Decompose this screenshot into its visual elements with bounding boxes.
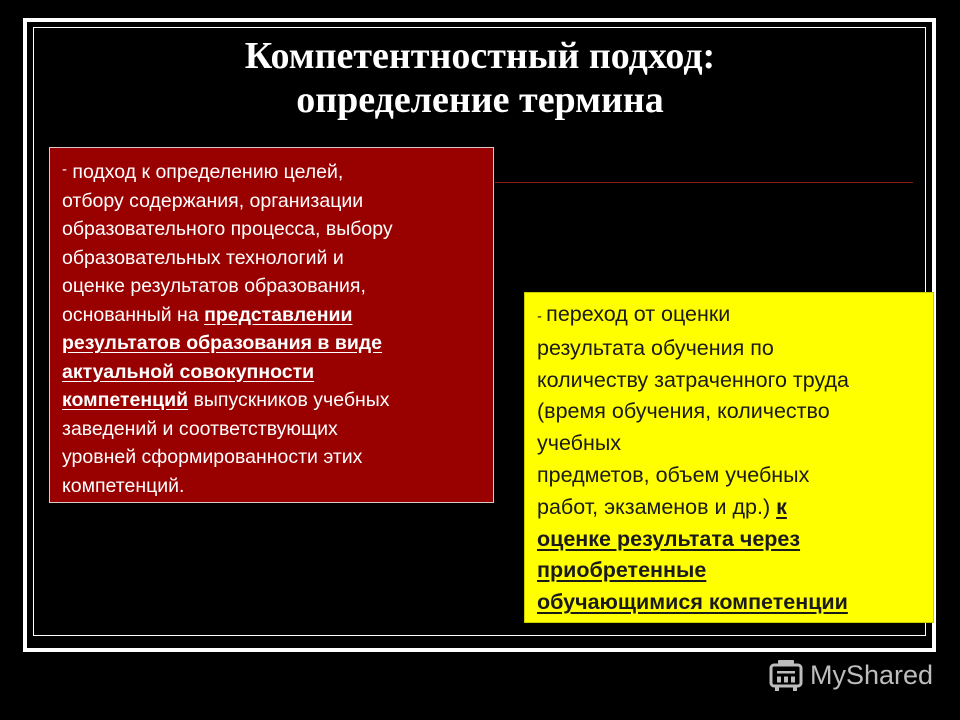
red-line-11: уровней сформированности этих — [62, 446, 363, 468]
yellow-line-3: количеству затраченного труда — [537, 367, 850, 392]
yellow-emphasis-line-3: обучающимися компетенции — [537, 590, 848, 615]
red-line-12: компетенций. — [62, 474, 185, 497]
yellow-line-7: работ, экзаменов и др.) к — [537, 494, 787, 519]
red-line-5: оценке результатов образования, — [62, 275, 366, 297]
red-line-2: отбору содержания, организации — [62, 189, 364, 212]
watermark-text: MyShared — [810, 659, 934, 690]
red-emphasis-end: компетенций — [62, 389, 189, 411]
yellow-emphasis-line-1: оценке результата через — [537, 526, 801, 551]
definition-box-red — [49, 147, 494, 503]
yellow-line-6: предметов, объем учебных — [537, 462, 810, 487]
red-line-10: заведений и соответствующих — [62, 417, 338, 440]
yellow-emphasis-start: к — [776, 494, 787, 519]
slide-title — [40, 34, 920, 122]
title-line-2: определение термина — [296, 79, 664, 121]
decorative-rule — [495, 182, 913, 183]
red-line-4: образовательных технологий и — [62, 246, 344, 269]
mortarboard-icon — [768, 658, 804, 692]
red-emphasis-line-1: результатов образования в виде — [62, 332, 383, 354]
definition-box-yellow — [524, 292, 934, 623]
yellow-dash: - — [537, 308, 547, 325]
red-line-1: - подход к определению целей, — [62, 161, 344, 183]
red-line-9: компетенций выпускников учебных — [62, 389, 390, 411]
red-line-6: основанный на представлении — [62, 303, 353, 326]
watermark[interactable] — [768, 657, 933, 693]
yellow-line-2: результата обучения по — [537, 335, 774, 360]
yellow-line-4: (время обучения, количество — [537, 399, 830, 424]
yellow-line-5: учебных — [537, 431, 622, 456]
yellow-emphasis-line-2: приобретенные — [537, 558, 707, 583]
yellow-line-1: - переход от оценки — [537, 302, 731, 326]
red-dash: - — [62, 161, 67, 178]
title-line-1: Компетентностный подход: — [244, 35, 716, 77]
red-emphasis-start: представлении — [204, 303, 353, 326]
red-line-3: образовательного процесса, выбору — [62, 218, 393, 240]
red-emphasis-line-2: актуальной совокупности — [62, 360, 315, 383]
